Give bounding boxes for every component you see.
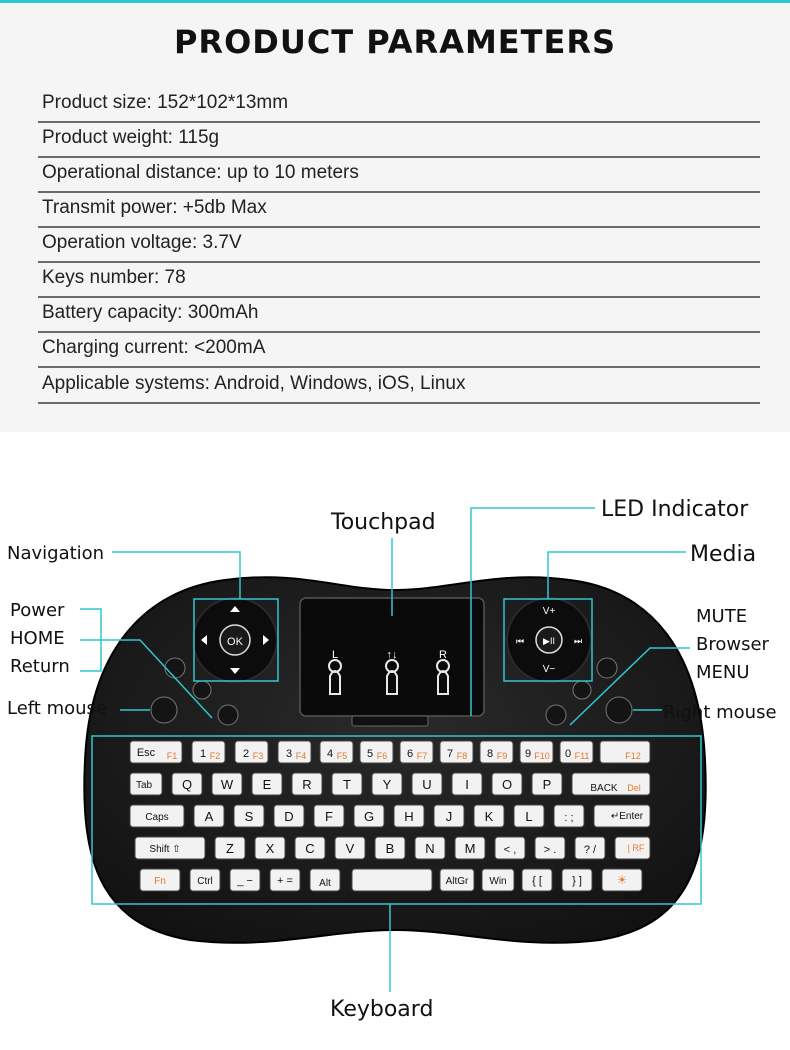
key-label: 5 (366, 748, 374, 760)
key-label: Tab (135, 780, 153, 791)
home-button (193, 681, 211, 699)
key-label: 0 (564, 748, 572, 760)
key-label: } ] (572, 875, 582, 887)
key-label: : ; (564, 812, 574, 824)
key-label: W (220, 777, 234, 792)
key-fn-label: F2 (209, 751, 221, 761)
key-label: Ctrl (197, 876, 213, 887)
key-label: K (484, 809, 494, 824)
touchpad-gesture-label: R (439, 649, 447, 661)
left-mouse-label: Left mouse (7, 698, 107, 719)
power-button (165, 658, 185, 678)
key-label: _ − (237, 875, 253, 887)
power-label: Power (10, 600, 65, 621)
touchpad-gesture-label: L (331, 649, 339, 661)
return-button (218, 705, 238, 725)
touchpad-label: Touchpad (331, 510, 436, 535)
spec-row: Operation voltage: 3.7V (38, 228, 760, 263)
led-indicator-strip (352, 716, 428, 726)
touchpad-gesture-label: ↑↓ (386, 649, 398, 661)
key-label: ? / (583, 844, 597, 856)
mute-button (597, 658, 617, 678)
key-label: 7 (446, 748, 454, 760)
key-label: T (343, 777, 351, 792)
key-label: P (542, 777, 552, 792)
key-label: 9 (524, 748, 532, 760)
right-mouse-button (606, 697, 632, 723)
home-label: HOME (10, 628, 65, 649)
spec-row: Applicable systems: Android, Windows, iOS, Linux (38, 369, 760, 404)
spec-row: Product weight: 115g (38, 123, 760, 158)
key-label: L (525, 809, 533, 824)
key-fn-label: F7 (416, 751, 428, 761)
volume-up-label[interactable]: V+ (542, 606, 556, 617)
key-fn-label: F10 (534, 751, 550, 761)
navigation-label: Navigation (7, 543, 105, 564)
key-label: C (305, 841, 315, 856)
key-row-5 (140, 869, 642, 891)
led-indicator-label: LED Indicator (601, 497, 749, 522)
key-fn-label: F8 (456, 751, 468, 761)
dpad-ok-label[interactable]: OK (227, 636, 243, 648)
previous-track-icon[interactable]: ⏮ (515, 636, 525, 646)
key-label: S (244, 809, 254, 824)
key-fn-label: | RF (627, 843, 645, 853)
key-label: Alt (319, 878, 331, 889)
return-label: Return (10, 656, 70, 677)
key-fn-label: F11 (574, 751, 590, 761)
key-fn-label: F1 (166, 751, 178, 761)
spec-row: Product size: 152*102*13mm (38, 88, 760, 123)
spec-row: Operational distance: up to 10 meters (38, 158, 760, 193)
key-label: F (325, 809, 333, 824)
key-label: M (464, 841, 476, 856)
key-label: A (204, 809, 214, 824)
key-fn-label: F4 (295, 751, 307, 761)
key-label: U (422, 777, 432, 792)
spec-row: Charging current: <200mA (38, 333, 760, 368)
key-label: Caps (145, 812, 169, 823)
play-pause-icon[interactable]: ▶II (543, 636, 555, 646)
key-label: 3 (285, 748, 293, 760)
key-fn-label: Fn (154, 876, 166, 887)
key-label: Z (226, 841, 234, 856)
menu-button (546, 705, 566, 725)
key-label: 8 (486, 748, 494, 760)
spec-row: Transmit power: +5db Max (38, 193, 760, 228)
key-label: 1 (199, 748, 207, 760)
volume-down-label[interactable]: V− (542, 664, 556, 675)
key-fn-label: F12 (625, 751, 641, 761)
key-label: Esc (136, 747, 156, 759)
browser-button (573, 681, 591, 699)
key-label: + = (277, 875, 293, 887)
next-track-icon[interactable]: ⏭ (573, 636, 583, 646)
media-label: Media (690, 542, 757, 567)
page-title: PRODUCT PARAMETERS (173, 23, 617, 61)
spec-row: Keys number: 78 (38, 263, 760, 298)
key-label: E (262, 777, 272, 792)
key-label: ↵Enter (610, 811, 644, 822)
mute-label: MUTE (696, 606, 748, 627)
key-label: Win (489, 876, 507, 887)
key-label: 4 (326, 748, 334, 760)
key-label: Q (181, 777, 193, 792)
key-label: N (425, 841, 435, 856)
key-fn-label: F6 (376, 751, 388, 761)
key-label: V (345, 841, 355, 856)
key-fn-label: ☀ (616, 873, 628, 887)
key-label: I (465, 777, 469, 792)
left-mouse-button (151, 697, 177, 723)
key-fn-label: F5 (336, 751, 348, 761)
key-row-1 (130, 741, 650, 763)
spec-row: Battery capacity: 300mAh (38, 298, 760, 333)
key-label: R (302, 777, 312, 792)
key-label: 2 (242, 748, 250, 760)
key-label: D (284, 809, 294, 824)
key-label: Y (382, 777, 392, 792)
key-label: AltGr (445, 876, 469, 887)
key-label: X (265, 841, 275, 856)
key-fn-label: Del (627, 783, 641, 793)
key-label: H (404, 809, 414, 824)
key-label: { [ (532, 875, 542, 887)
key-label: BACK (590, 783, 618, 794)
key-label: > . (543, 844, 557, 856)
key-label: B (385, 841, 395, 856)
menu-label: MENU (696, 662, 750, 683)
key-label: 6 (406, 748, 414, 760)
right-mouse-label: Right mouse (663, 702, 777, 723)
key-label: G (363, 809, 375, 824)
key-label: Shift ⇧ (149, 844, 181, 855)
key-label: O (501, 777, 513, 792)
key-fn-label: F9 (496, 751, 508, 761)
key-label: < , (503, 844, 517, 856)
key-fn-label: F3 (252, 751, 264, 761)
key-label: J (445, 809, 453, 824)
keyboard-label: Keyboard (330, 997, 434, 1022)
browser-label: Browser (696, 634, 769, 655)
